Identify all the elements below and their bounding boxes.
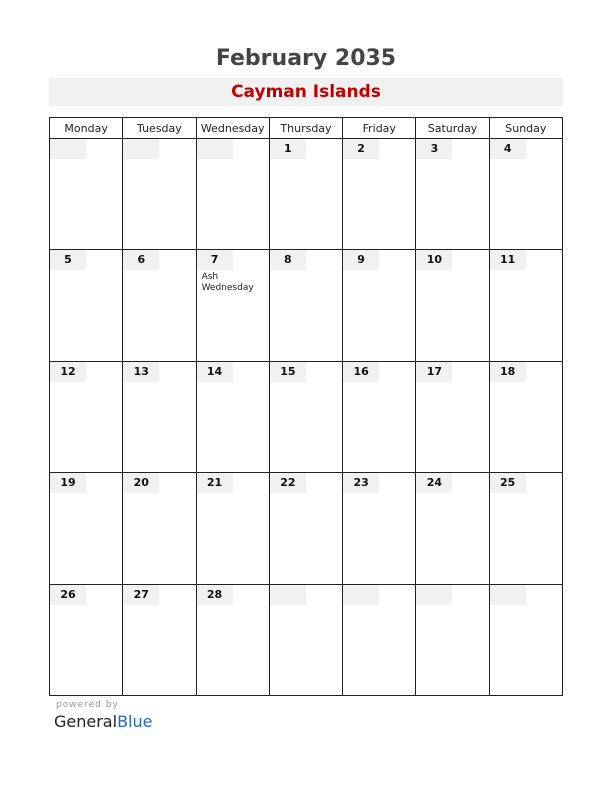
day-cell (269, 139, 342, 250)
week-row (50, 250, 563, 361)
weekday-monday: Monday (50, 118, 123, 139)
day-cell (196, 361, 269, 472)
day-number: 28 (197, 585, 233, 605)
brand-general-text: General (54, 712, 118, 731)
day-cell (50, 139, 123, 250)
day-cell (196, 473, 269, 584)
day-number (490, 585, 526, 605)
day-cell (489, 473, 562, 584)
day-cell (269, 584, 342, 695)
weekday-sunday: Sunday (489, 118, 562, 139)
day-cell (416, 473, 489, 584)
day-number: 12 (50, 362, 86, 382)
day-number: 21 (197, 473, 233, 493)
weekday-tuesday: Tuesday (123, 118, 196, 139)
day-number: 15 (270, 362, 306, 382)
day-number: 26 (50, 585, 86, 605)
day-cell (343, 139, 416, 250)
day-cell (269, 361, 342, 472)
day-number: 2 (343, 139, 379, 159)
day-number: 6 (123, 250, 159, 270)
weekday-header-row (50, 118, 563, 139)
weekday-friday: Friday (343, 118, 416, 139)
day-number: 3 (416, 139, 452, 159)
day-cell (196, 584, 269, 695)
calendar-body (50, 139, 563, 696)
day-number (50, 139, 86, 159)
day-cell (489, 250, 562, 361)
day-cell (123, 361, 196, 472)
day-cell (50, 250, 123, 361)
week-row (50, 584, 563, 695)
weekday-thursday: Thursday (269, 118, 342, 139)
weekday-wednesday: Wednesday (196, 118, 269, 139)
day-cell (123, 473, 196, 584)
day-number (123, 139, 159, 159)
day-number: 8 (270, 250, 306, 270)
day-cell (196, 139, 269, 250)
brand-blue-text: Blue (117, 712, 153, 731)
week-row (50, 473, 563, 584)
country-banner (49, 78, 563, 106)
day-number (416, 585, 452, 605)
day-number: 14 (197, 362, 233, 382)
day-number: 7 (197, 250, 233, 270)
day-cell (343, 584, 416, 695)
day-number: 17 (416, 362, 452, 382)
day-number: 4 (490, 139, 526, 159)
day-number: 25 (490, 473, 526, 493)
day-number: 24 (416, 473, 452, 493)
day-cell (489, 139, 562, 250)
powered-by-text: powered by (56, 700, 119, 710)
day-cell (123, 584, 196, 695)
day-number: 20 (123, 473, 159, 493)
day-cell (50, 584, 123, 695)
week-row (50, 361, 563, 472)
day-number: 19 (50, 473, 86, 493)
day-number: 1 (270, 139, 306, 159)
day-cell (269, 250, 342, 361)
day-number: 5 (50, 250, 86, 270)
day-number: 16 (343, 362, 379, 382)
day-cell (343, 361, 416, 472)
page-title: February 2035 (215, 46, 397, 71)
day-number: 13 (123, 362, 159, 382)
holiday-label: Ash Wednesday (201, 272, 254, 294)
day-number: 27 (123, 585, 159, 605)
day-number (270, 585, 306, 605)
weekday-saturday: Saturday (416, 118, 489, 139)
day-cell (416, 584, 489, 695)
day-cell (489, 361, 562, 472)
day-cell (196, 250, 269, 361)
month-calendar (49, 117, 563, 696)
day-cell (123, 250, 196, 361)
day-cell (416, 250, 489, 361)
day-number: 22 (270, 473, 306, 493)
generalblue-logo[interactable] (54, 712, 152, 731)
day-cell (343, 250, 416, 361)
day-number: 18 (490, 362, 526, 382)
day-number: 9 (343, 250, 379, 270)
week-row (50, 139, 563, 250)
day-number: 11 (490, 250, 526, 270)
day-cell (50, 361, 123, 472)
day-cell (343, 473, 416, 584)
day-number: 23 (343, 473, 379, 493)
day-number: 10 (416, 250, 452, 270)
day-cell (50, 473, 123, 584)
country-name: Cayman Islands (231, 82, 381, 102)
day-cell (416, 361, 489, 472)
day-cell (123, 139, 196, 250)
day-cell (416, 139, 489, 250)
day-number (197, 139, 233, 159)
day-cell (489, 584, 562, 695)
day-cell (269, 473, 342, 584)
day-number (343, 585, 379, 605)
